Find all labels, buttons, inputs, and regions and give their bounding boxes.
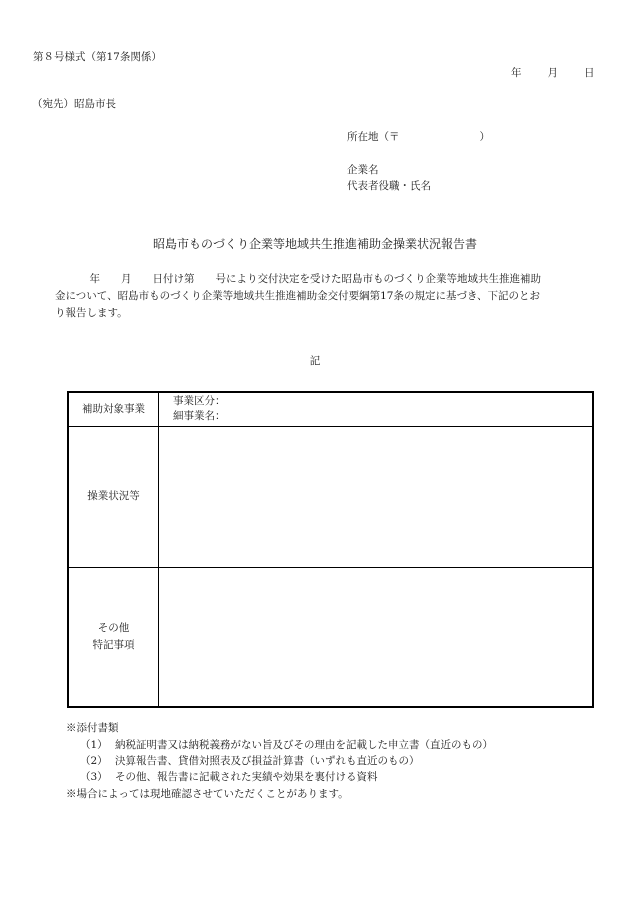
attachment-text: その他、報告書に記載された実績や効果を裏付ける資料 xyxy=(115,771,378,783)
body-line-2: 金について、昭島市ものづくり企業等地域共生推進補助金交付要綱第17条の規定に基づき、下記のとお xyxy=(55,290,541,302)
date-day: 日 xyxy=(584,67,595,79)
location-field xyxy=(347,129,490,144)
form-number: 第８号様式（第17条関係） xyxy=(33,51,162,63)
date-month: 月 xyxy=(547,67,558,79)
site-visit-note: ※場合によっては現地確認させていただくことがあります。 xyxy=(66,788,349,800)
attachment-num: （1） xyxy=(80,739,108,751)
other-cell[interactable] xyxy=(159,567,594,707)
status-label: 操業状況等 xyxy=(68,426,159,567)
report-table xyxy=(67,391,594,708)
attachment-item xyxy=(80,769,378,784)
location-close: ） xyxy=(479,131,490,143)
table-row-status xyxy=(68,426,593,567)
document-title: 昭島市ものづくり企業等地域共生推進補助金操業状況報告書 xyxy=(152,237,477,251)
date-year: 年 xyxy=(511,67,522,79)
other-label-line-2: 特記事項 xyxy=(92,638,135,651)
body-text xyxy=(55,271,541,322)
project-label: 補助対象事業 xyxy=(68,392,159,426)
other-label-line-1: その他 xyxy=(97,621,130,634)
category-label: 事業区分： xyxy=(173,395,226,408)
ki-heading: 記 xyxy=(309,355,321,367)
attachment-text: 納税証明書又は納税義務がない旨及びその理由を記載した申立書（直近のもの） xyxy=(115,739,493,751)
other-label xyxy=(68,567,159,707)
sub-project-label: 細事業名： xyxy=(173,410,226,423)
attachment-num: （3） xyxy=(80,771,108,783)
representative-label: 代表者役職・氏名 xyxy=(347,180,431,192)
company-label: 企業名 xyxy=(347,164,379,176)
date-line xyxy=(511,65,595,80)
attachments-title: ※添付書類 xyxy=(66,722,119,734)
body-line-1: 年 月 日付け第 号により交付決定を受けた昭島市ものづくり企業等地域共生推進補助 xyxy=(58,273,541,285)
attachment-num: （2） xyxy=(80,755,108,767)
addressee: （宛先）昭島市長 xyxy=(32,98,116,110)
attachment-item xyxy=(80,737,493,752)
table-row-project xyxy=(68,392,593,426)
attachment-item xyxy=(80,753,420,768)
body-line-3: り報告します。 xyxy=(55,307,128,319)
location-label: 所在地（〒 xyxy=(347,131,400,143)
table-row-other xyxy=(68,567,593,707)
project-cell[interactable] xyxy=(159,392,594,426)
attachment-text: 決算報告書、貸借対照表及び損益計算書（いずれも直近のもの） xyxy=(115,755,420,767)
status-cell[interactable] xyxy=(159,426,594,567)
